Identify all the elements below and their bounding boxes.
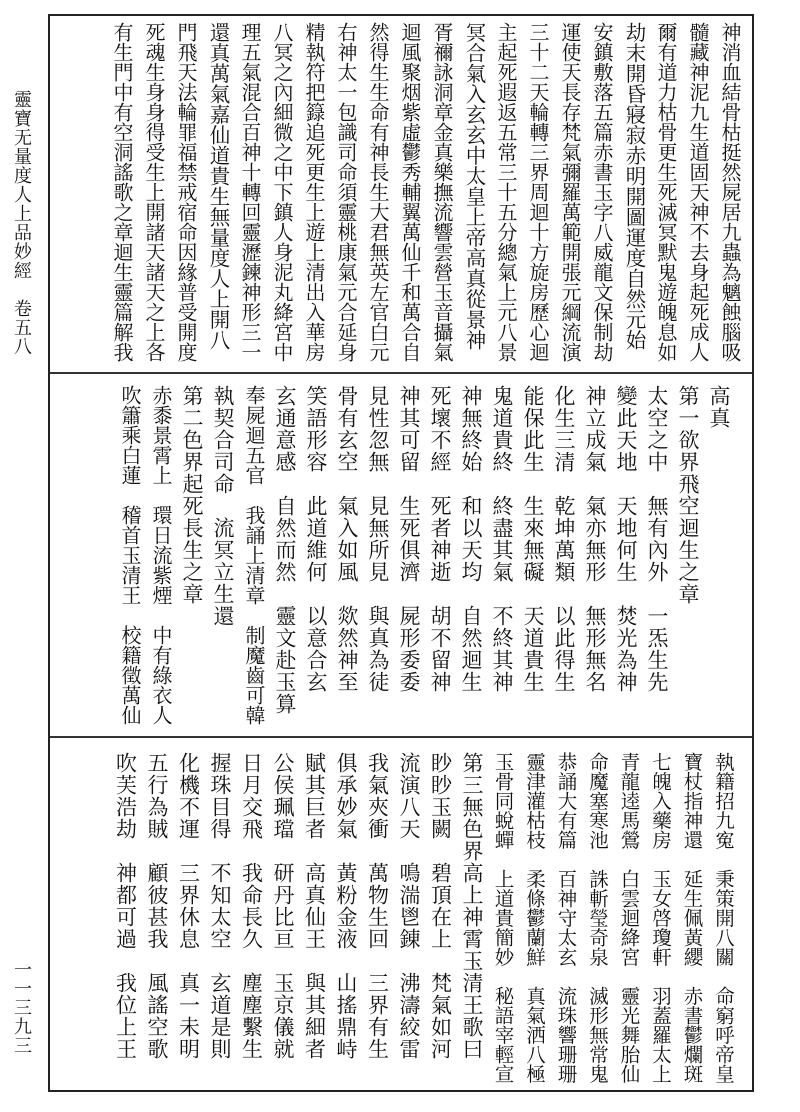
lower-column: 寶杖指神還 延生佩黃纓 赤書鬱爛斑 [680, 752, 704, 1084]
middle-column: 高真 [707, 385, 731, 429]
lower-column: 命魔塞寒池 誅斬瑩奇泉 滅形無常鬼 [586, 752, 609, 1084]
lower-column: 握珠目得 不知太空 玄道是則 [208, 752, 232, 1060]
middle-column: 笑語形容 此道維何 以意合玄 [304, 385, 328, 693]
upper-column: 精執符把籙追死更生上遊上清出入華房 [302, 22, 326, 362]
upper-column: 主起死遐返五常三十五分總氣上元八景 [494, 22, 518, 362]
lower-column: 化機不運 三界休息 真一未明 [176, 752, 201, 1060]
upper-column: 右神太一包識司命須靈桃康氣元合延身 [334, 22, 358, 362]
lower-column: 恭誦大有篇 百神守太玄 流珠響珊珊 [554, 752, 578, 1084]
middle-column: 神立成氣 氣亦無形 無形無名 [583, 385, 607, 693]
lower-column: 流演八天 鳴湍鬯錬 沸濤絞雷 [397, 752, 421, 1060]
upper-column: 髓藏神泥九生道固天神不去身起死成人 [686, 22, 710, 362]
lower-column: 青龍逵馬鶯 白雲迴絳宮 靈光舞胎仙 [617, 752, 641, 1084]
middle-column: 吹簫乘白蓮 稽首玉清王 校籍徵萬仙 [118, 385, 142, 725]
lower-column: 賦其巨者 高真仙王 與其細者 [302, 752, 327, 1060]
margin-book-title: 靈寶无量度人上品妙經 卷五八 [11, 90, 32, 356]
upper-column: 運使天長存梵氣彌羅萬範開張元綱流演 [558, 22, 582, 362]
lower-column: 公侯珮璫 研丹比亘 玉京儀就 [271, 752, 295, 1060]
upper-column: 有生門中有空洞謠歌之章迴生靈篇解我 [110, 22, 134, 362]
upper-column: 冥合氣入玄玄中太皇上帝高真從景神 [462, 22, 486, 350]
margin-folio-number: 一一三九三 [11, 960, 32, 1055]
lower-column: 第三無色界高上神霄玉清王歌曰 [460, 752, 484, 1060]
upper-column: 胥禰詠洞章金真樂撫流響雲營玉音攝氣 [430, 22, 454, 362]
middle-column: 第二色界起死長生之章 [180, 385, 204, 605]
middle-column: 鬼道貴終 終盡其氣 不終其神 [490, 385, 514, 693]
upper-column: 八冥之內細微之中下鎮人身泥丸絳宮中 [270, 22, 294, 362]
lower-column: 吹芙浩劫 神都可過 我位上王 [113, 752, 138, 1060]
upper-column: 爾有道力枯骨更生死滅冥默鬼遊魄息如 [654, 22, 678, 362]
upper-column: 還真萬氣嘉仙道貴生無量度人上開八 [206, 22, 230, 350]
upper-column: 三十二天輪轉三界周迴十方旋房歷心迴 [526, 22, 550, 362]
middle-column: 太空之中 無有內外 一炁生先 [645, 385, 669, 693]
middle-column: 死壞不經 死者神逝 胡不留神 [428, 385, 452, 693]
lower-column: 靈津灌枯枝 柔條鬱蘭鮮 真氣洒八極 [523, 752, 546, 1084]
section-divider [50, 372, 752, 374]
lower-column: 俱承妙氣 黃粉金液 山搖鼎峙 [334, 752, 358, 1060]
upper-column: 迴風聚烟紫虛鬱秀輔翼萬仙千和萬合自 [398, 22, 422, 362]
lower-column: 日月交飛 我命長久 塵塵繫生 [239, 752, 264, 1060]
middle-column: 見性忽無 見無所見 與真為徒 [366, 385, 390, 693]
middle-column: 神其可留 生死俱濟 屍形委委 [397, 385, 421, 693]
upper-column: 然得生生命有神長生大君無英左官白元 [366, 22, 390, 362]
lower-column: 執籍招九寃 秉策開八關 命窮呼帝皇 [712, 752, 735, 1084]
upper-column: 門飛天法輪罪福禁戒宿命因緣普受開度 [174, 22, 198, 362]
section-divider [50, 736, 752, 738]
middle-column: 赤黍景霄上 環日流紫煙 中有綠衣人 [149, 385, 173, 725]
lower-column: 眇眇玉闕 碧頂在上 梵氣如河 [428, 752, 453, 1060]
lower-column: 七魄入藥房 玉女啓瓊軒 羽蓋羅太上 [649, 752, 672, 1084]
upper-column: 理五氣混合百神十轉回靈瀝鍊神形三一 [238, 22, 262, 362]
middle-column: 神無終始 和以天均 自然迴生 [459, 385, 483, 693]
middle-column: 骨有玄空 氣入如風 欻然神至 [335, 385, 359, 693]
upper-column: 神消血結骨枯挺然屍居九蟲為魑蝕腦吸 [718, 22, 742, 362]
middle-column: 化生三清 乾坤萬類 以此得生 [552, 385, 576, 693]
upper-column: 死魂生身身得受生上開諸天諸天之上各 [142, 22, 166, 362]
middle-column: 執契合司命 流冥立生還 [211, 385, 235, 627]
middle-column: 第一欲界飛空迴生之章 [676, 385, 700, 605]
middle-column: 變此天地 天地何生 焚光為神 [614, 385, 638, 693]
upper-column: 劫末開昏寢寂赤明開圖運度自然元始 [622, 22, 646, 350]
middle-column: 奉屍迴五官 我誦上清章 制魔齒可韓 [242, 385, 266, 725]
lower-column: 我氣夾衝 萬物生回 三界有生 [365, 752, 390, 1060]
lower-column: 玉骨同蛻蟬 上道貴簡妙 秘語宰輕宣 [491, 752, 515, 1084]
lower-column: 五行為賊 顧彼甚我 風謠空歌 [145, 752, 169, 1060]
upper-column: 安鎮敷落五篇赤書玉字八威龍文保制劫 [590, 22, 614, 362]
middle-column: 能保此生 生來無礙 天道貴生 [521, 385, 545, 693]
middle-column: 玄通意感 自然而然 靈文赴玉算 [273, 385, 297, 715]
